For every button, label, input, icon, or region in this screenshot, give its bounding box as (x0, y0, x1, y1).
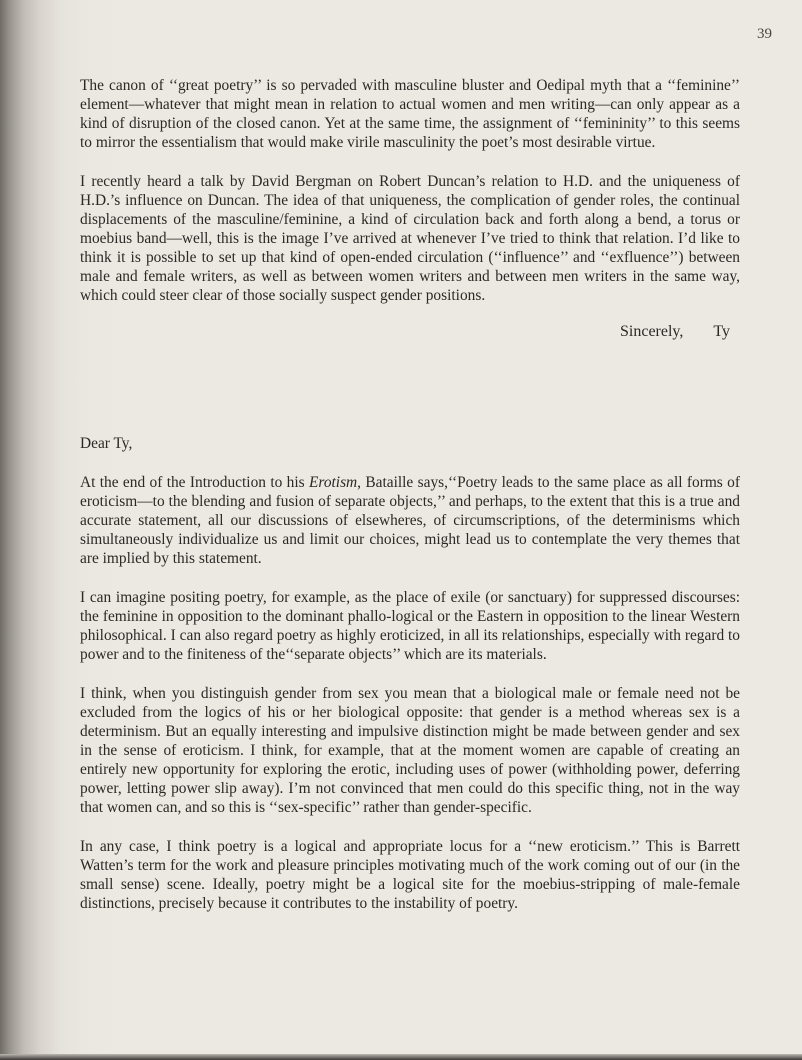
signature: Ty (713, 323, 731, 340)
letter-two-paragraph-2: I can imagine positing poetry, for example, as the place of exile (or sanctuary) for suppressed discourses: the feminine in opposition to the dominant phallo-logical or the Eastern in opposition to the linear Western philosophical. I can also regard poetry as highly eroticized, in all its relationships, especially with regard to power and to the finiteness of the‘‘separate objects’’ which are its materials. (80, 589, 740, 663)
book-title: Erotism (309, 474, 358, 491)
letter-one-signoff (620, 323, 730, 341)
letter-two-paragraph-1 (80, 473, 740, 568)
page-number: 39 (757, 26, 772, 42)
letter-two-salutation: Dear Ty, (80, 435, 133, 452)
letter-one-paragraph-1: The canon of ‘‘great poetry’’ is so pervaded with masculine bluster and Oedipal myth that a ‘‘feminine’’ element—whatever that might mean in relation to actual women and men writing—can only appear as a kind of disruption of the closed canon. Yet at the same time, the assignment of ‘‘femininity’’ to this seems to mirror the essentialism that would make virile masculinity the poet’s most desirable virtue. (80, 77, 740, 151)
paragraph-text: At the end of the Introduction to his (80, 474, 309, 491)
letter-one-paragraph-2: I recently heard a talk by David Bergman on Robert Duncan’s relation to H.D. and the uniqueness of H.D.’s influence on Duncan. The idea of that uniqueness, the complication of gender roles, the continual displacements of the masculine/feminine, a kind of circulation back and forth along a bend, a torus or moebius band—well, this is the image I’ve arrived at whenever I’ve tried to think that relation. I’d like to think it is possible to set up that kind of open-ended circulation (‘‘influence’’ and ‘‘exfluence’’) between male and female writers, as well as between women writers and between men writers in the same way, which could steer clear of those socially suspect gender positions. (80, 173, 740, 304)
paragraph-text: , Bataille says,‘‘Poetry leads to the same place as all forms of eroticism—to the blending and fusion of separate objects,’’ and perhaps, to the extent that this is a true and accurate statement, all our discussions of elsewheres, of circumscriptions, of the determinisms which simultaneously individualize us and limit our choices, might lead us to contemplate the very themes that are implied by this statement. (80, 474, 740, 567)
letter-two-paragraph-4: In any case, I think poetry is a logical and appropriate locus for a ‘‘new eroticism.’’ This is Barrett Watten’s term for the work and pleasure principles motivating much of the work coming out of our (in the small sense) scene. Ideally, poetry might be a logical site for the moebius-stripping of male-female distinctions, precisely because it contributes to the instability of poetry. (80, 838, 740, 912)
page-bottom-edge (0, 1054, 802, 1060)
letter-two-paragraph-3: I think, when you distinguish gender from sex you mean that a biological male or female need not be excluded from the logics of his or her biological opposite: that gender is a method whereas sex is a determinism. But an equally interesting and impulsive distinction might be made between gender and sex in the sense of eroticism. I think, for example, that at the moment women are capable of creating an entirely new opportunity for exploring the erotic, including uses of power (withholding power, deferring power, letting power slip away). I’m not convinced that men could do this specific thing, not in the way that women can, and so this is ‘‘sex-specific’’ rather than gender-specific. (80, 685, 740, 816)
closing: Sincerely, (620, 323, 684, 340)
